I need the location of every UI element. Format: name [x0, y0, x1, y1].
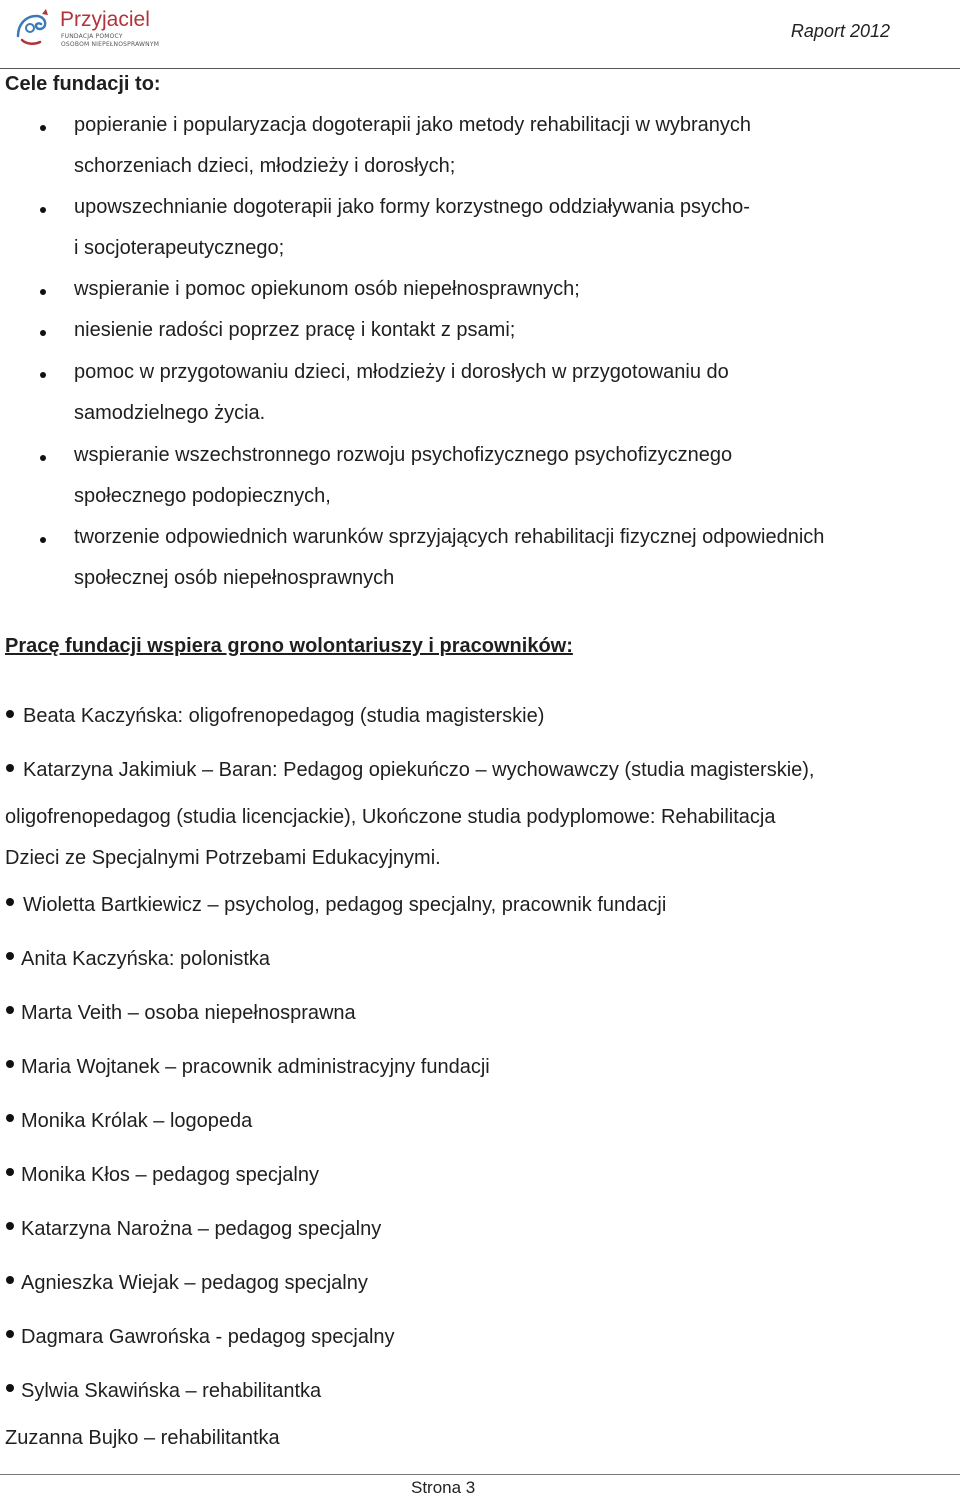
bullet-icon	[40, 207, 46, 213]
bullet-icon	[40, 289, 46, 295]
report-title: Raport 2012	[790, 21, 890, 41]
bullet-icon	[6, 710, 14, 718]
goal-line: wspieranie i pomoc opiekunom osób niepełnosprawnych;	[74, 278, 580, 300]
goals-heading: Cele fundacji to:	[5, 73, 161, 95]
goal-line: i socjoterapeutycznego;	[74, 237, 285, 259]
bullet-icon	[6, 1384, 14, 1392]
staff-continuation: Dzieci ze Specjalnymi Potrzebami Edukacyjnymi.	[5, 847, 441, 869]
staff-text: Sylwia Skawińska – rehabilitantka	[21, 1380, 322, 1402]
page-number: Strona 3	[411, 1478, 476, 1497]
goal-line: tworzenie odpowiednich warunków sprzyjających rehabilitacji fizycznej odpowiednich	[74, 526, 825, 548]
bullet-icon	[40, 330, 46, 336]
logo-subtitle-line2: OSOBOM NIEPEŁNOSPRAWNYM	[61, 41, 160, 48]
goal-line: społecznej osób niepełnosprawnych	[74, 567, 395, 589]
goal-line: niesienie radości poprzez pracę i kontakt z psami;	[74, 319, 516, 341]
goal-line: popieranie i popularyzacja dogoterapii jako metody rehabilitacji w wybranych	[74, 114, 752, 136]
goal-line: schorzeniach dzieci, młodzieży i dorosłych;	[74, 155, 456, 177]
staff-heading: Pracę fundacji wspiera grono wolontariuszy i pracowników:	[5, 635, 573, 657]
staff-text: Monika Kłos – pedagog specjalny	[21, 1164, 319, 1186]
bullet-icon	[6, 1060, 14, 1068]
bullet-icon	[6, 1006, 14, 1014]
bullet-icon	[6, 1276, 14, 1284]
bullet-icon	[6, 1168, 14, 1176]
staff-text: Dagmara Gawrońska - pedagog specjalny	[21, 1326, 395, 1348]
bullet-icon	[40, 125, 46, 131]
goal-line: samodzielnego życia.	[74, 402, 266, 424]
staff-text: Monika Królak – logopeda	[21, 1110, 253, 1132]
page-header	[0, 0, 960, 69]
staff-text: Wioletta Bartkiewicz – psycholog, pedagog specjalny, pracownik fundacji	[23, 894, 667, 916]
bullet-icon	[40, 537, 46, 543]
dog-logo-icon	[12, 6, 56, 50]
goal-line: pomoc w przygotowaniu dzieci, młodzieży i dorosłych w przygotowaniu do	[74, 361, 729, 383]
logo-subtitle-line1: FUNDACJA POMOCY	[61, 33, 123, 40]
staff-text: Marta Veith – osoba niepełnosprawna	[21, 1002, 356, 1024]
bullet-icon	[6, 1222, 14, 1230]
bullet-icon	[6, 898, 14, 906]
bullet-icon	[6, 764, 14, 772]
footer-divider	[0, 1474, 960, 1475]
bullet-icon	[6, 1330, 14, 1338]
bullet-icon	[40, 372, 46, 378]
staff-text: Beata Kaczyńska: oligofrenopedagog (studia magisterskie)	[23, 705, 545, 727]
foundation-logo	[12, 6, 160, 50]
goal-line: społecznego podopiecznych,	[74, 485, 331, 507]
bullet-icon	[6, 952, 14, 960]
goal-line: upowszechnianie dogoterapii jako formy korzystnego oddziaływania psycho-	[74, 196, 750, 218]
staff-text: Katarzyna Jakimiuk – Baran: Pedagog opiekuńczo – wychowawczy (studia magisterskie),	[23, 759, 815, 781]
staff-last-line: Zuzanna Bujko – rehabilitantka	[5, 1427, 280, 1449]
bullet-icon	[6, 1114, 14, 1122]
staff-text: Maria Wojtanek – pracownik administracyjny fundacji	[21, 1056, 490, 1078]
goal-line: wspieranie wszechstronnego rozwoju psychofizycznego psychofizycznego	[74, 444, 733, 466]
bullet-icon	[40, 455, 46, 461]
logo-name: Przyjaciel	[60, 8, 150, 31]
staff-text: Agnieszka Wiejak – pedagog specjalny	[21, 1272, 368, 1294]
staff-text: Katarzyna Narożna – pedagog specjalny	[21, 1218, 382, 1240]
staff-text: Anita Kaczyńska: polonistka	[21, 948, 271, 970]
staff-continuation: oligofrenopedagog (studia licencjackie), Ukończone studia podyplomowe: Rehabilitacja	[5, 806, 776, 828]
